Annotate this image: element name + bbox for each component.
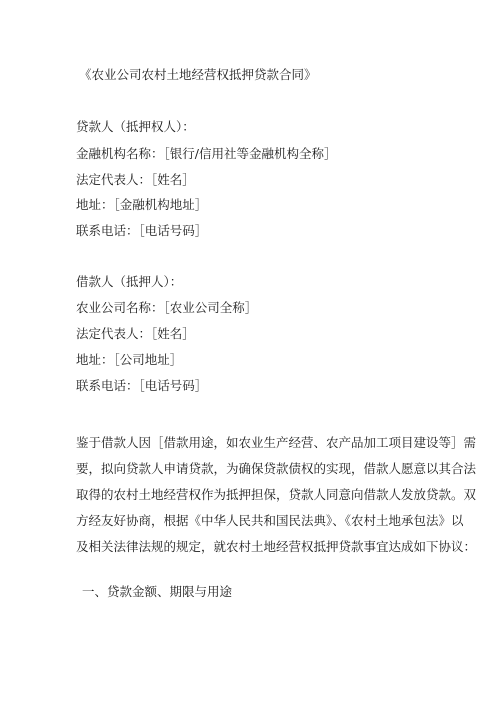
- preamble-line: 鉴于借款人因［借款用途，如农业生产经营、农产品加工项目建设等］需: [76, 435, 477, 450]
- preamble-line: 方经友好协商，根据《中华人民共和国民法典》、《农村土地承包法》以: [76, 513, 464, 528]
- borrower-name-line: 农业公司名称：［农业公司全称］: [76, 300, 258, 315]
- borrower-heading: 借款人（抵押人）：: [76, 274, 183, 289]
- borrower-representative-line: 法定代表人：［姓名］: [76, 326, 195, 341]
- lender-name-line: 金融机构名称：［银行/信用社等金融机构全称］: [76, 146, 337, 161]
- preamble-line: 取得的农村土地经营权作为抵押担保，贷款人同意向借款人发放贷款。双: [76, 487, 477, 502]
- document-title: 《农业公司农村土地经营权抵押贷款合同》: [79, 67, 317, 82]
- preamble-line: 及相关法律法规的规定，就农村土地经营权抵押贷款事宜达成如下协议：: [76, 539, 477, 554]
- lender-phone-line: 联系电话：［电话号码］: [76, 223, 208, 238]
- lender-address-line: 地址：［金融机构地址］: [76, 197, 208, 212]
- borrower-phone-line: 联系电话：［电话号码］: [76, 378, 208, 393]
- lender-heading: 贷款人（抵押权人）：: [76, 119, 195, 134]
- preamble-line: 要，拟向贷款人申请贷款，为确保贷款债权的实现，借款人愿意以其合法: [76, 461, 477, 476]
- preamble-paragraph: [76, 430, 477, 560]
- borrower-address-line: 地址：［公司地址］: [76, 352, 183, 367]
- lender-representative-line: 法定代表人：［姓名］: [76, 172, 195, 187]
- section-heading: 一、贷款金额、期限与用途: [82, 584, 233, 599]
